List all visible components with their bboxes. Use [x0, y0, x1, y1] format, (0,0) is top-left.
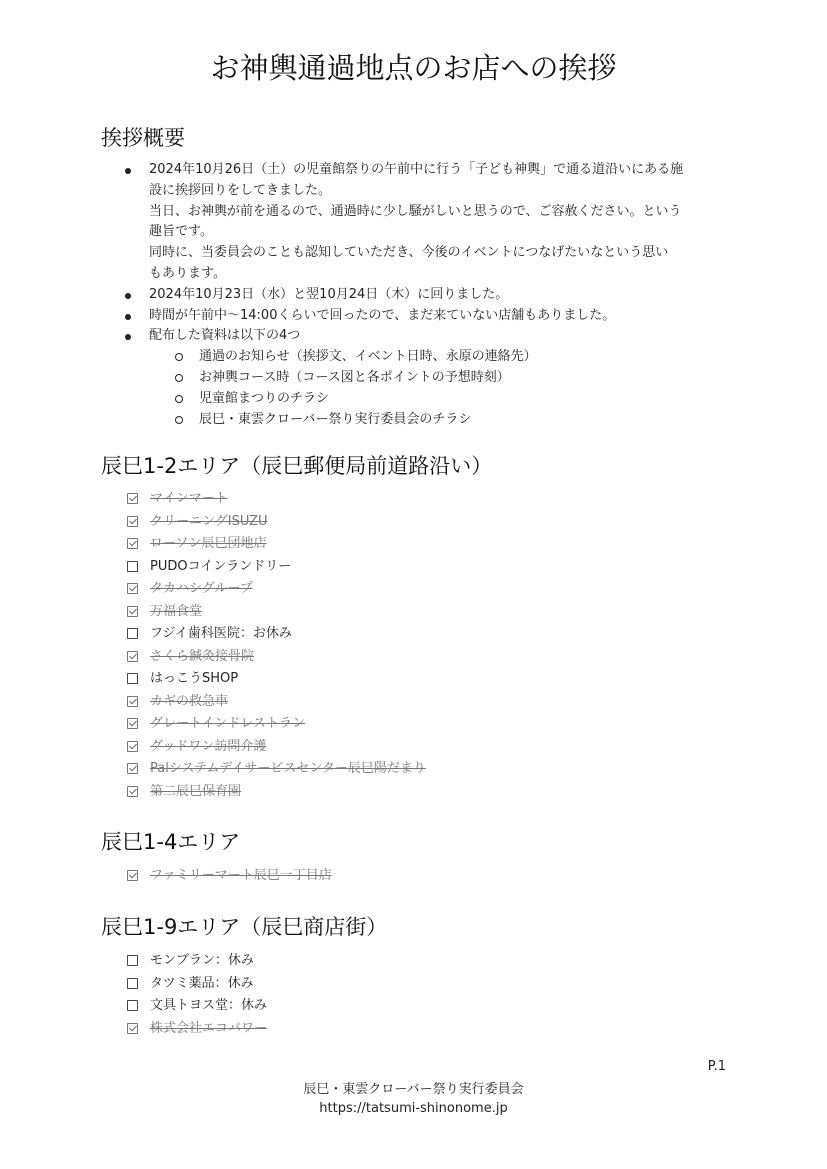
checklist-item-label: Palシステムデイサービスセンター辰巳陽だまり — [150, 761, 426, 776]
checklist-item-label: はっこうSHOP — [150, 671, 239, 686]
checked-checkbox-icon[interactable] — [127, 583, 138, 594]
checked-checkbox-icon[interactable] — [127, 741, 138, 752]
checklist-item-label: クリーニングISUZU — [150, 513, 268, 529]
checklist-item-label: タカハシグループ — [150, 581, 253, 596]
section-heading-tatsumi-1-4: 辰巳1-4エリア — [101, 830, 241, 854]
checklist-item[interactable] — [127, 758, 426, 781]
checked-checkbox-icon[interactable] — [127, 516, 138, 527]
checklist-item[interactable] — [127, 781, 426, 804]
checklist-item-label: フジイ歯科医院：お休み — [150, 626, 292, 641]
unchecked-checkbox-icon[interactable] — [127, 561, 138, 572]
checked-checkbox-icon[interactable] — [127, 606, 138, 617]
unchecked-checkbox-icon[interactable] — [127, 673, 138, 684]
checklist-item-label: マインマート — [150, 491, 228, 506]
text-line: 趣旨です。 — [149, 224, 213, 240]
checked-checkbox-icon[interactable] — [127, 870, 138, 881]
checklist-item[interactable] — [127, 488, 426, 511]
checklist-item[interactable] — [127, 736, 426, 759]
checklist-item-label: PUDOコインランドリー — [150, 558, 292, 574]
text-line: 設に挨拶回りをしてきました。 — [149, 182, 332, 198]
checklist-item[interactable] — [127, 691, 426, 714]
text-line: 当日、お神輿が前を通るので、通過時に少し騒がしいと思うので、ご容赦ください。という — [149, 203, 682, 219]
checked-checkbox-icon[interactable] — [127, 1023, 138, 1034]
sublist-item-label: 通過のお知らせ（挨拶文、イベント日時、永原の連絡先） — [199, 349, 537, 365]
checklist-item-label: 第二辰巳保育園 — [150, 783, 242, 799]
bullet-icon — [125, 314, 131, 320]
section-heading-tatsumi-1-9: 辰巳1-9エリア（辰巳商店街） — [101, 915, 388, 939]
hollow-bullet-icon — [175, 374, 183, 382]
sublist-item — [149, 347, 741, 368]
checklist-item[interactable] — [127, 533, 426, 556]
page-footer — [0, 1080, 827, 1118]
checklist-item[interactable] — [127, 995, 267, 1018]
hollow-bullet-icon — [175, 416, 183, 424]
checked-checkbox-icon[interactable] — [127, 651, 138, 662]
hollow-bullet-icon — [175, 353, 183, 361]
section-heading-tatsumi-1-2: 辰巳1-2エリア（辰巳郵便局前道路沿い） — [101, 454, 493, 478]
checked-checkbox-icon[interactable] — [127, 763, 138, 774]
checklist-item-label: グッドワン訪問介護 — [150, 738, 267, 754]
checklist-item[interactable] — [127, 578, 426, 601]
checklist-item-label: さくら鍼灸接骨院 — [150, 648, 255, 664]
checklist-tatsumi-1-2 — [127, 488, 426, 803]
overview-bullet — [101, 326, 741, 430]
checklist-item[interactable] — [127, 973, 267, 996]
checklist-item[interactable] — [127, 601, 426, 624]
page-number: P.1 — [707, 1059, 726, 1074]
checklist-item-label: ファミリーマート辰巳一丁目店 — [150, 868, 332, 883]
checklist-item[interactable] — [127, 511, 426, 534]
checklist-tatsumi-1-9 — [127, 950, 267, 1040]
unchecked-checkbox-icon[interactable] — [127, 978, 138, 989]
unchecked-checkbox-icon[interactable] — [127, 1000, 138, 1011]
checklist-item[interactable] — [127, 623, 426, 646]
checklist-item-label: カギの救急車 — [150, 693, 229, 709]
sublist-item-label: 辰巳・東雲クローバー祭り実行委員会のチラシ — [199, 411, 472, 427]
checklist-item-label: タツミ薬品：休み — [150, 975, 254, 991]
checklist-item[interactable] — [127, 1018, 267, 1041]
materials-sublist — [149, 347, 741, 430]
checklist-item[interactable] — [127, 556, 426, 579]
checklist-item-label: グレートインドレストラン — [150, 716, 305, 731]
checklist-item[interactable] — [127, 713, 426, 736]
hollow-bullet-icon — [175, 395, 183, 403]
overview-bullet — [101, 306, 741, 327]
bullet-icon — [125, 293, 131, 299]
footer-org: 辰巳・東雲クローバー祭り実行委員会 — [303, 1082, 524, 1097]
text-line: 同時に、当委員会のことも認知していただき、今後のイベントにつなげたいなという思い — [149, 245, 669, 261]
sublist-item — [149, 389, 741, 410]
checklist-item[interactable] — [127, 646, 426, 669]
bullet-icon — [125, 334, 131, 340]
checklist-item-label: モンブラン：休み — [150, 953, 255, 968]
sublist-item — [149, 410, 741, 431]
overview-list — [101, 160, 741, 430]
overview-bullet — [101, 160, 741, 285]
sublist-item-label: お神輿コース時（コース図と各ポイントの予想時刻） — [199, 369, 510, 385]
checked-checkbox-icon[interactable] — [127, 493, 138, 504]
checklist-item-label: 文具トヨス堂：休み — [150, 998, 268, 1013]
text-line: 時間が午前中〜14:00くらいで回ったので、まだ来ていない店舗もありました。 — [149, 307, 616, 323]
sublist-item-label: 児童館まつりのチラシ — [199, 390, 330, 406]
checklist-item-label: 株式会社エコパワー — [150, 1020, 268, 1036]
text-line: もあります。 — [149, 265, 226, 281]
checklist-item[interactable] — [127, 865, 332, 888]
checklist-tatsumi-1-4 — [127, 865, 332, 888]
checklist-item-label: ローソン辰巳団地店 — [150, 536, 267, 551]
checklist-item-label: 万福食堂 — [150, 603, 203, 619]
text-line: 配布した資料は以下の4つ — [149, 328, 301, 344]
checked-checkbox-icon[interactable] — [127, 786, 138, 797]
checked-checkbox-icon[interactable] — [127, 696, 138, 707]
text-line: 2024年10月26日（土）の児童館祭りの午前中に行う「子ども神輿」で通る道沿いにある施 — [149, 162, 684, 177]
unchecked-checkbox-icon[interactable] — [127, 628, 138, 639]
text-line: 2024年10月23日（水）と翌10月24日（木）に回りました。 — [149, 286, 509, 302]
checked-checkbox-icon[interactable] — [127, 538, 138, 549]
overview-heading: 挨拶概要 — [101, 126, 185, 150]
footer-url: https://tatsumi-shinonome.jp — [319, 1101, 508, 1116]
unchecked-checkbox-icon[interactable] — [127, 955, 138, 966]
bullet-icon — [125, 168, 131, 174]
checklist-item[interactable] — [127, 950, 267, 973]
sublist-item — [149, 368, 741, 389]
overview-bullet — [101, 285, 741, 306]
checked-checkbox-icon[interactable] — [127, 718, 138, 729]
checklist-item[interactable] — [127, 668, 426, 691]
page-title: お神輿通過地点のお店への挨拶 — [210, 51, 617, 85]
